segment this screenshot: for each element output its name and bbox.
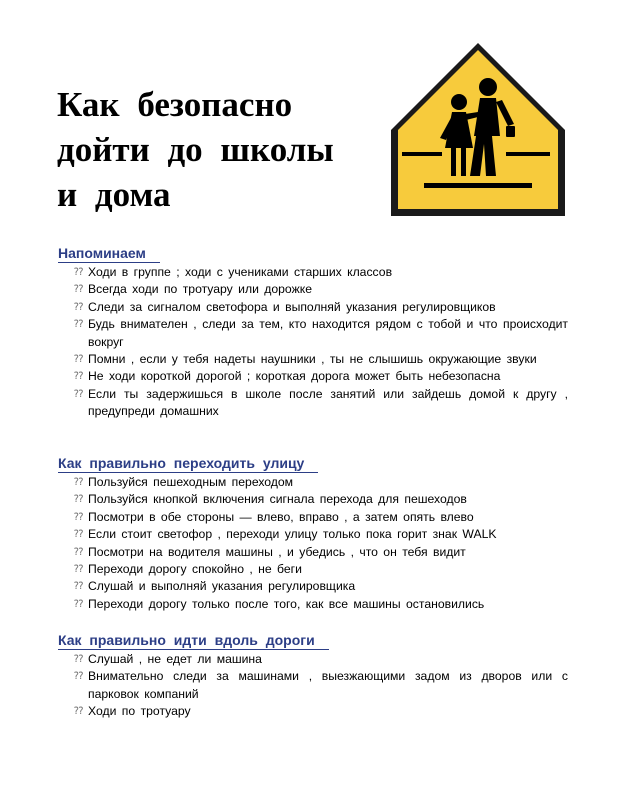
- page-title: [57, 82, 334, 217]
- list-item: [58, 351, 568, 368]
- list-item: [58, 703, 568, 720]
- list-item: [58, 668, 568, 703]
- bullet-icon: ⁇: [74, 581, 84, 593]
- list-item-text: Всегда ходи по тротуару или дорожке: [88, 282, 312, 297]
- bullet-icon: ⁇: [74, 546, 84, 558]
- list-item: [58, 561, 568, 578]
- section-title: Как правильно переходить улицу: [58, 455, 318, 473]
- bullet-icon: ⁇: [74, 477, 84, 488]
- list-item-text: Слушай и выполняй указания регулировщика: [88, 579, 356, 594]
- list-item: [58, 316, 568, 351]
- list-item: [58, 299, 568, 316]
- list-item-text: Помни , если у тебя надеты наушники , ты не слышишь окружающие звуки: [88, 352, 537, 367]
- list-item-text: Посмотри на водителя машины , и убедись , что он тебя видит: [88, 544, 466, 559]
- bullet-icon: ⁇: [74, 598, 84, 610]
- list-item: [58, 474, 568, 491]
- title-line: дойти до школы: [57, 130, 334, 169]
- list-item-text: Если ты задержишься в школе после занятий или зайдешь домой к другу , предупреди домашних: [88, 386, 568, 419]
- bullet-icon: ⁇: [74, 354, 84, 366]
- list-item: [58, 526, 568, 543]
- list-item-text: Будь внимателен , следи за тем, кто находится рядом с тобой и что происходит вокруг: [88, 317, 568, 349]
- bullet-icon: ⁇: [74, 511, 84, 523]
- list-item-text: Пользуйся кнопкой включения сигнала перехода для пешеходов: [88, 492, 467, 507]
- list-item-text: Внимательно следи за машинами , выезжающими задом из дворов или с парковок компаний: [88, 669, 568, 701]
- list-item: [58, 544, 568, 561]
- list-item-text: Не ходи короткой дорогой ; короткая дорога может быть небезопасна: [88, 369, 501, 384]
- list-item: [58, 596, 568, 613]
- list-item: [58, 509, 568, 526]
- bullet-icon: ⁇: [74, 319, 84, 331]
- bullet-icon: ⁇: [74, 284, 84, 296]
- list-item-text: Ходи в группе ; ходи с учениками старших классов: [88, 265, 393, 279]
- bullet-icon: ⁇: [74, 564, 84, 576]
- reminder-list: [58, 264, 568, 421]
- bullet-icon: ⁇: [74, 529, 84, 541]
- bullet-icon: ⁇: [74, 301, 84, 313]
- list-item-text: Посмотри в обе стороны — влево, вправо , а затем опять влево: [88, 509, 474, 524]
- list-item: [58, 386, 568, 421]
- section-walking-along-road: [58, 632, 568, 721]
- list-item-text: Переходи дорогу спокойно , не беги: [88, 562, 302, 577]
- list-item-text: Переходи дорогу только после того, как все машины остановились: [88, 596, 485, 611]
- walking-list: [58, 651, 568, 721]
- title-line: и дома: [57, 175, 171, 214]
- list-item-text: Если стоит светофор , переходи улицу только пока горит знак WALK: [88, 527, 497, 542]
- list-item: [58, 368, 568, 385]
- list-item: [58, 578, 568, 595]
- bullet-icon: ⁇: [74, 494, 84, 506]
- bullet-icon: ⁇: [74, 371, 84, 383]
- list-item-text: Следи за сигналом светофора и выполняй указания регулировщиков: [88, 299, 496, 314]
- section-title: Как правильно идти вдоль дороги: [58, 632, 329, 650]
- list-item-text: Ходи по тротуару: [88, 704, 191, 719]
- list-item: [58, 491, 568, 508]
- section-title: Напоминаем: [58, 245, 160, 263]
- section-reminders: [58, 245, 568, 421]
- bullet-icon: ⁇: [74, 671, 84, 683]
- list-item-text: Слушай , не едет ли машина: [88, 652, 262, 666]
- list-item: [58, 264, 568, 281]
- bullet-icon: ⁇: [74, 706, 84, 718]
- bullet-icon: ⁇: [74, 654, 84, 665]
- list-item: [58, 281, 568, 298]
- list-item-text: Пользуйся пешеходным переходом: [88, 475, 294, 489]
- section-crossing-street: [58, 455, 568, 613]
- title-line: Как безопасно: [57, 85, 293, 124]
- bullet-icon: ⁇: [74, 267, 84, 278]
- crossing-list: [58, 474, 568, 613]
- list-item: [58, 651, 568, 668]
- bullet-icon: ⁇: [74, 388, 84, 400]
- school-crossing-sign-icon: [388, 40, 568, 220]
